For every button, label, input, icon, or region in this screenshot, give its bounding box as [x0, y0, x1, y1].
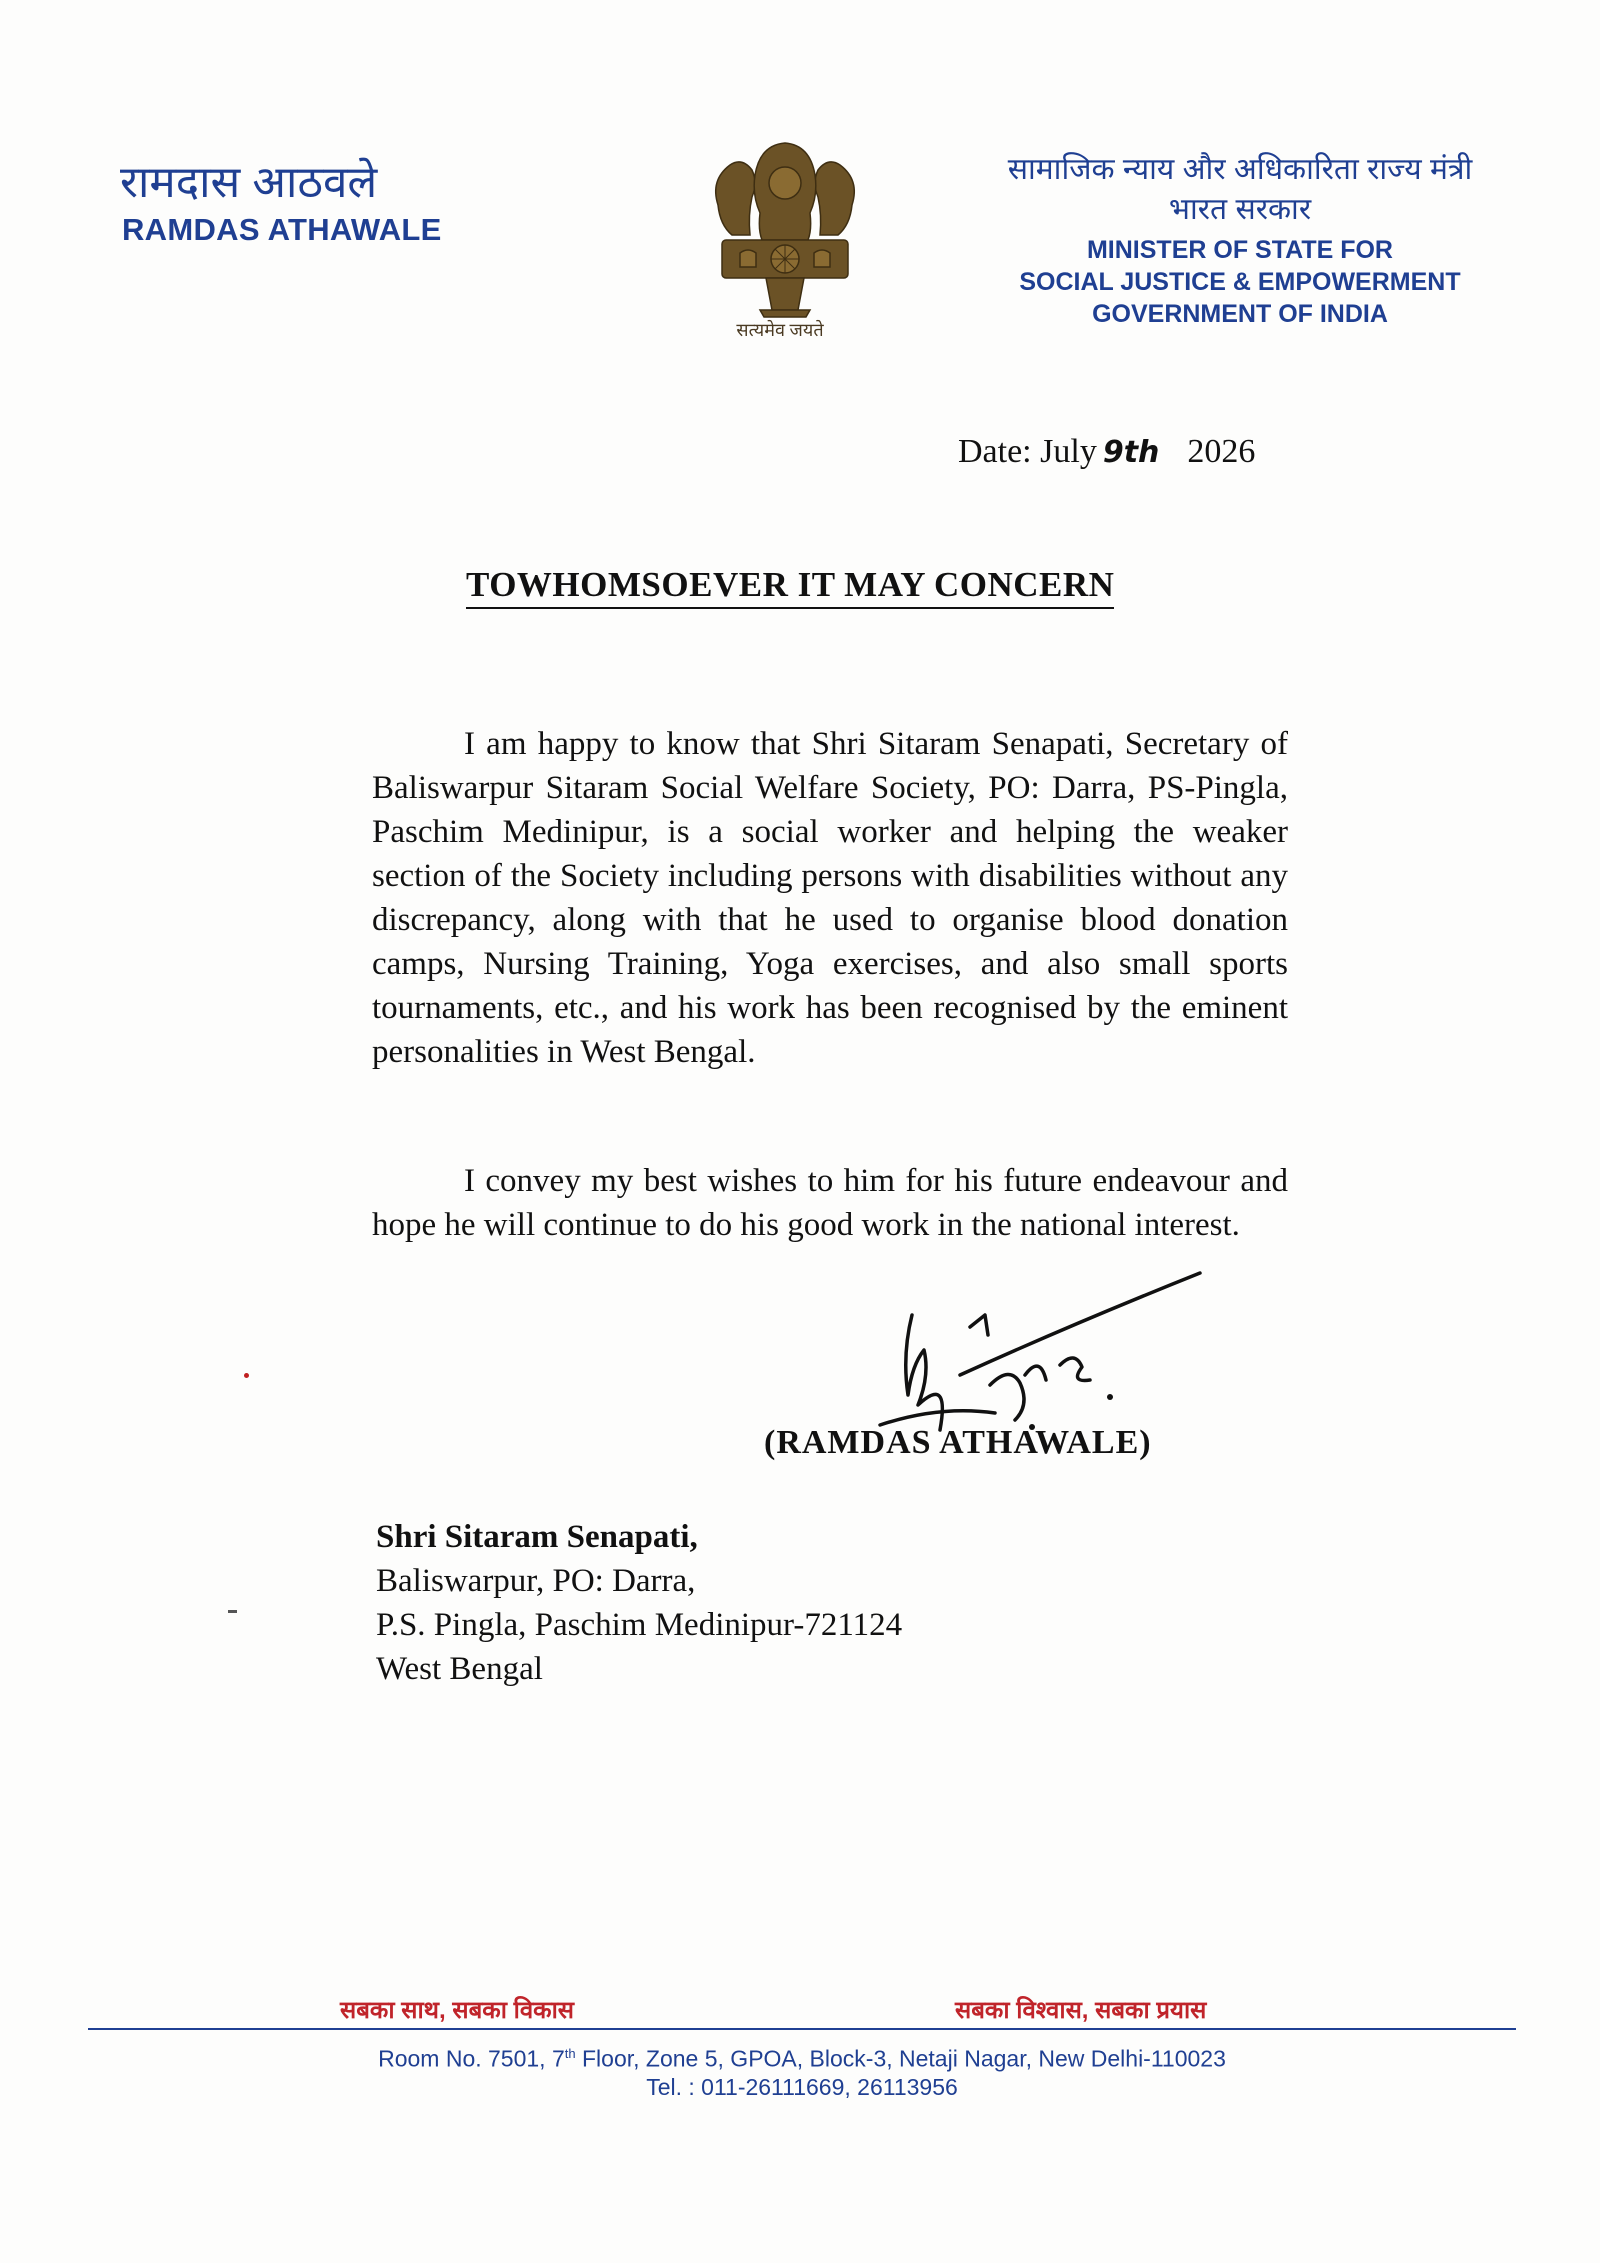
government-hindi: भारत सरकार	[1168, 193, 1312, 226]
slogan-left: सबका साथ, सबका विकास	[340, 1997, 575, 2024]
recipient-address	[376, 1515, 902, 1691]
ministry-title-en-1: MINISTER OF STATE FOR	[1086, 236, 1393, 264]
footer-address-post: Floor, Zone 5, GPOA, Block-3, Netaji Nagar, New Delhi-110023	[575, 2045, 1226, 2072]
signatory-name: (RAMDAS ATHAWALE)	[764, 1424, 1152, 1461]
scan-mark	[228, 1610, 237, 1613]
ministry-title-en-2: SOCIAL JUSTICE & EMPOWERMENT	[1019, 268, 1461, 296]
body-paragraph-2	[372, 1159, 1288, 1247]
letterhead-name-english: RAMDAS ATHAWALE	[122, 212, 442, 247]
national-emblem-icon	[700, 135, 870, 335]
body-paragraph-2-text: I convey my best wishes to him for his future endeavour and hope he will continue to do his good work in the national interest.	[372, 1163, 1288, 1243]
body-paragraph-1	[372, 722, 1288, 1074]
signature-icon	[820, 1255, 1220, 1445]
footer-address-pre: Room No. 7501, 7	[378, 2045, 565, 2072]
footer-address	[88, 2040, 1516, 2073]
date-month: July	[1040, 433, 1097, 470]
recipient-name: Shri Sitaram Senapati,	[376, 1519, 698, 1555]
letter-date	[958, 433, 1255, 471]
date-label: Date:	[958, 433, 1032, 470]
ministry-title-en-3: GOVERNMENT OF INDIA	[1092, 300, 1388, 328]
date-day-handwritten: 9th	[1102, 435, 1160, 470]
recipient-line-3: West Bengal	[376, 1651, 543, 1687]
letter-heading: TOWHOMSOEVER IT MAY CONCERN	[466, 565, 1114, 609]
footer-contact	[88, 2040, 1516, 2101]
footer-tel: Tel. : 011-26111669, 26113956	[646, 2073, 958, 2100]
footer-divider	[88, 2028, 1516, 2030]
recipient-line-2: P.S. Pingla, Paschim Medinipur-721124	[376, 1607, 903, 1643]
ministry-title-hindi: सामाजिक न्याय और अधिकारिता राज्य मंत्री	[1007, 153, 1473, 186]
emblem-motto: सत्यमेव जयते	[736, 320, 824, 340]
date-year: 2026	[1187, 433, 1256, 470]
ministry-title-block	[960, 150, 1520, 330]
scan-mark	[244, 1373, 249, 1378]
letterhead-name-hindi: रामदास आठवले	[120, 158, 378, 207]
footer-address-sup: th	[564, 2046, 576, 2061]
recipient-line-1: Baliswarpur, PO: Darra,	[376, 1563, 696, 1599]
body-paragraph-1-text: I am happy to know that Shri Sitaram Senapati, Secretary of Baliswarpur Sitaram Social Welfare Society, PO: Darra, PS-Pingla, Paschim Medinipur, is a social worker and helping the weaker section of the Society including persons with disabilities without any discrepancy, along with that he used to organise blood donation camps, Nursing Training, Yoga exercises, and also small sports tournaments, etc., and his work has been recognised by the eminent personalities in West Bengal.	[372, 726, 1288, 1070]
slogan-right: सबका विश्वास, सबका प्रयास	[955, 1997, 1207, 2024]
